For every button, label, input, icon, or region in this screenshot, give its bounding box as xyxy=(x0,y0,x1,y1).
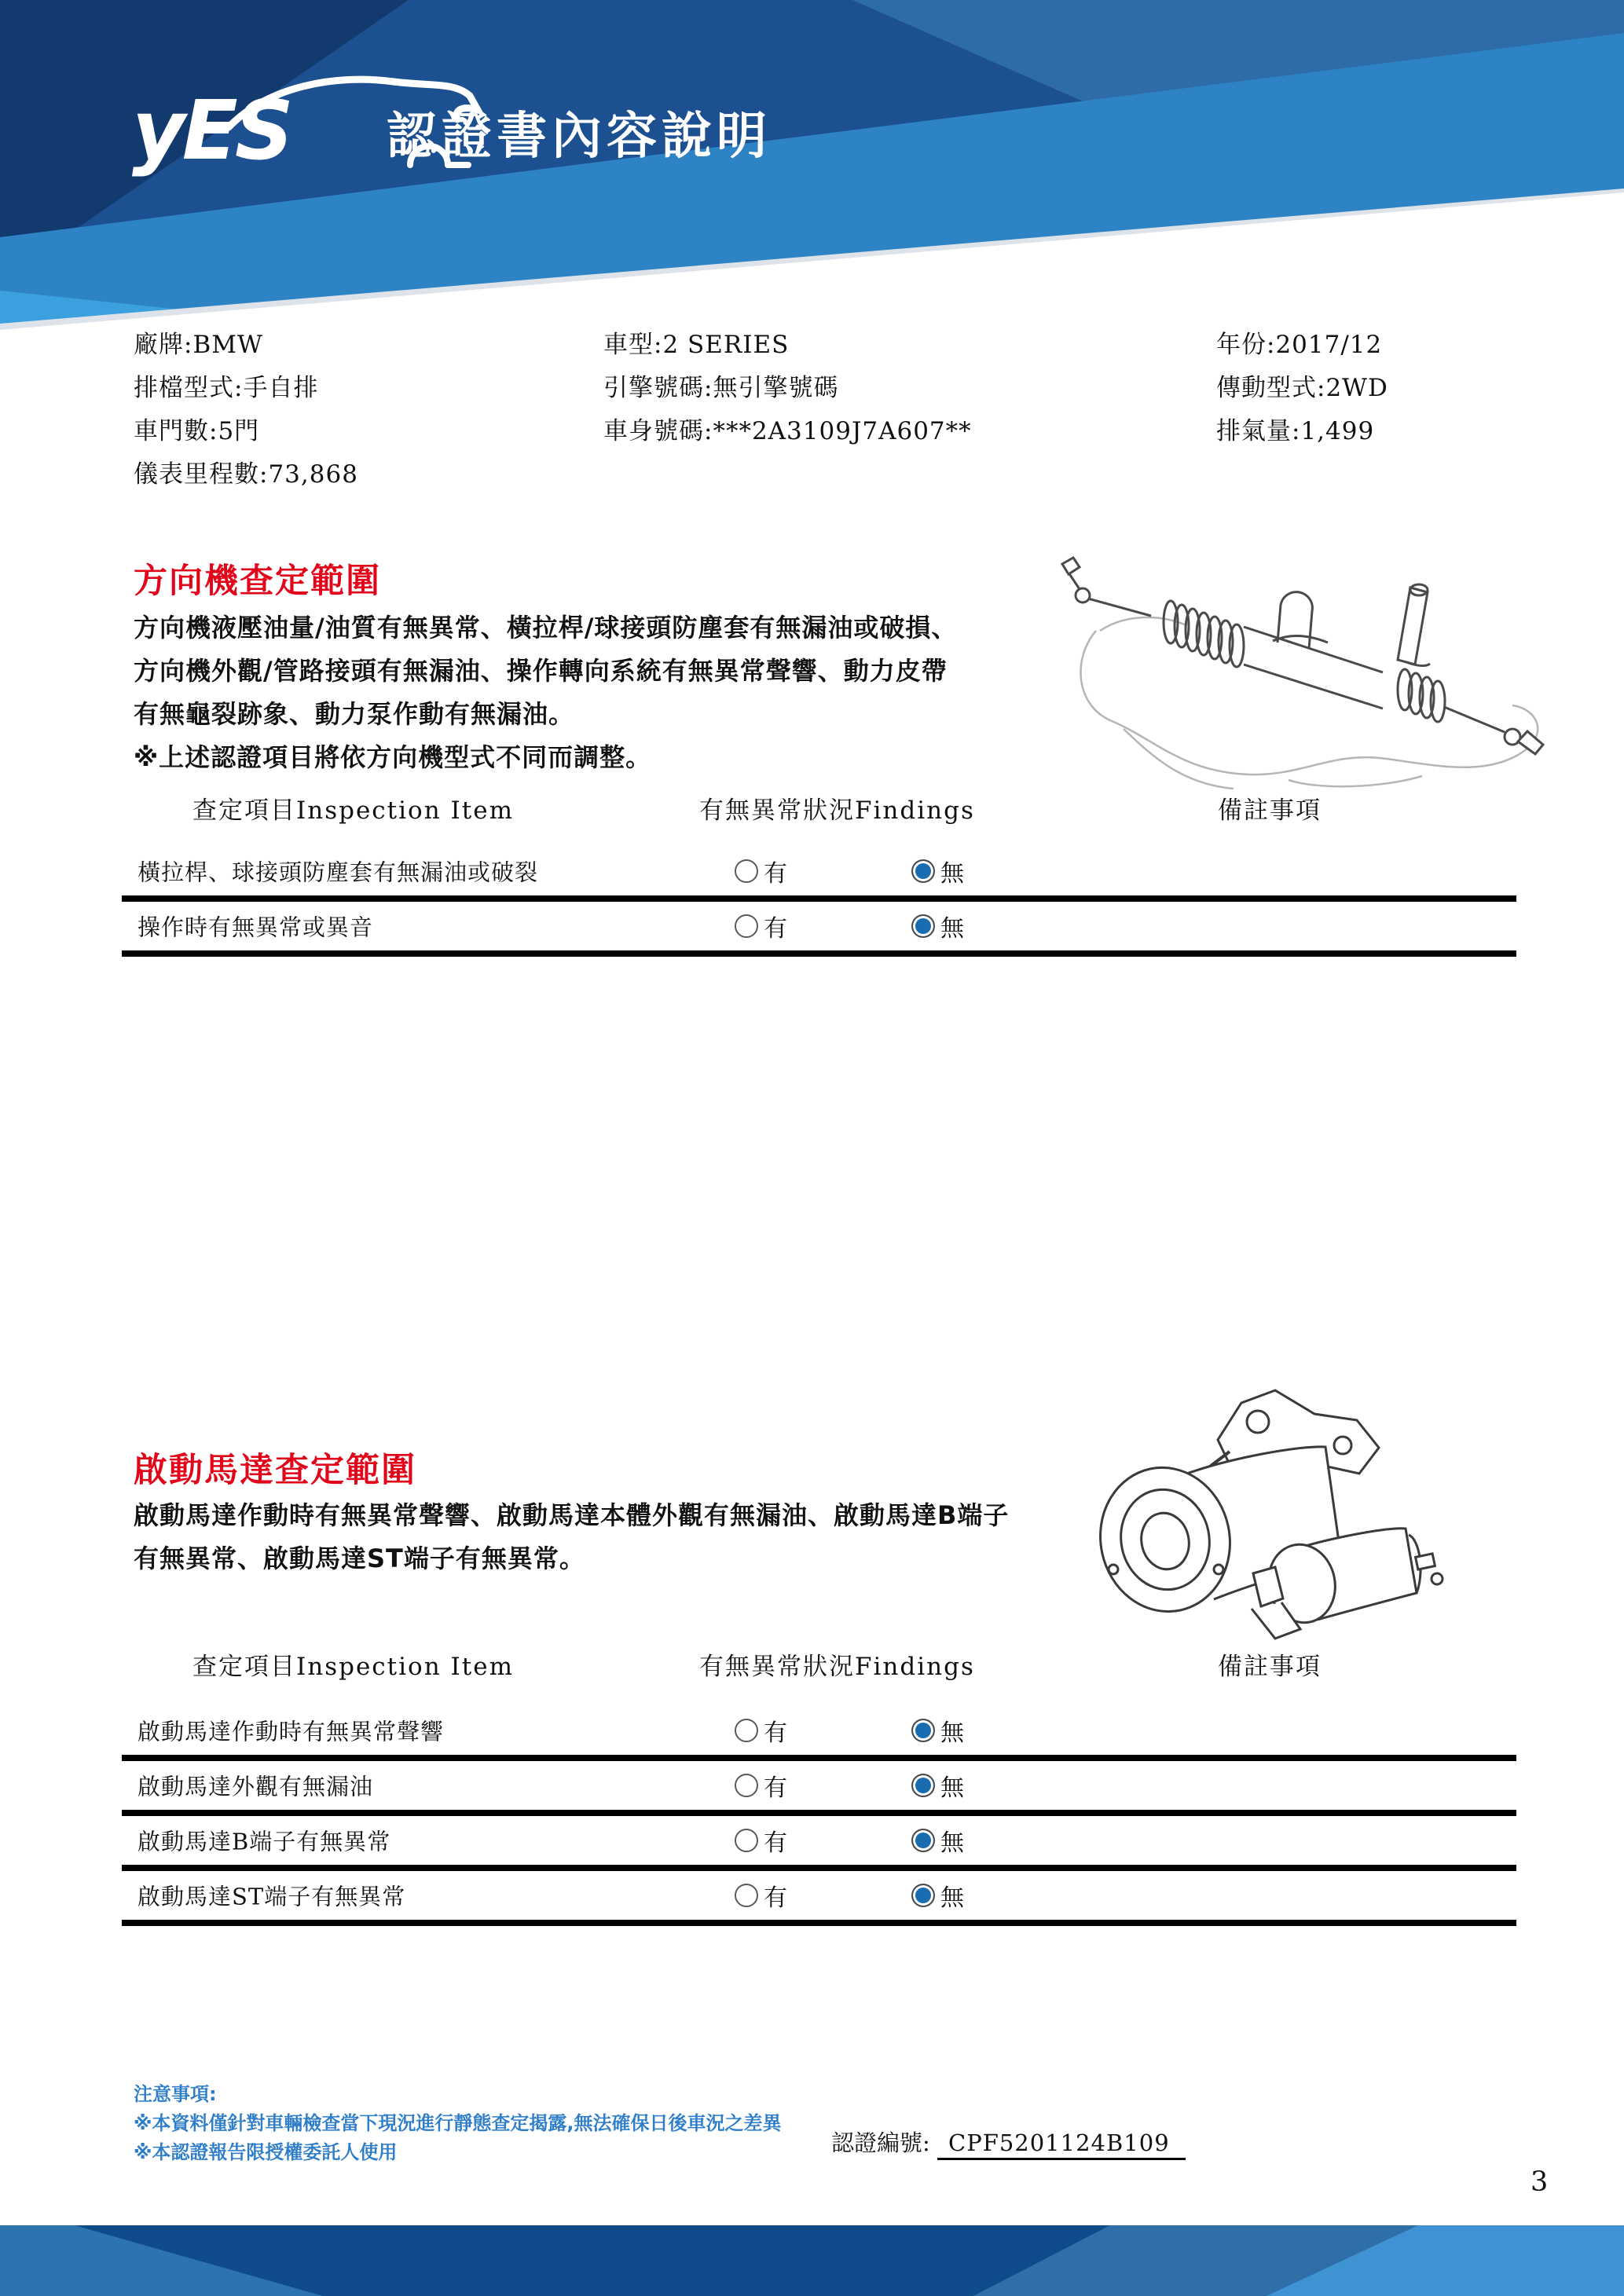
radio-selected-icon xyxy=(911,1774,935,1797)
note-line: ※本認證報告限授權委託人使用 xyxy=(134,2141,398,2163)
notice-title: 注意事項: xyxy=(134,2083,217,2105)
findings-yes-radio[interactable] xyxy=(735,1878,787,1913)
cert-label: 認證編號: xyxy=(831,2129,930,2156)
row-item-label: 啟動馬達ST端子有無異常 xyxy=(137,1883,406,1910)
radio-label: 無 xyxy=(940,860,964,888)
description-line: 有無異常、啟動馬達ST端子有無異常。 xyxy=(134,1543,585,1573)
radio-label: 有 xyxy=(764,1774,787,1802)
row-item-label: 啟動馬達外觀有無漏油 xyxy=(137,1773,374,1800)
info-line: 排檔型式:手自排 xyxy=(134,374,319,402)
radio-label: 無 xyxy=(940,1829,964,1857)
info-line: 車身號碼:***2A3109J7A607** xyxy=(603,417,972,445)
info-line: 儀表里程數:73,868 xyxy=(134,460,358,489)
radio-unselected-icon xyxy=(735,1719,758,1742)
vehicle-info-column-3 xyxy=(1216,324,1388,453)
findings-yes-radio[interactable] xyxy=(735,1713,787,1748)
column-header-item: 查定項目Inspection Item xyxy=(192,1653,514,1681)
table-row xyxy=(122,1706,1516,1761)
findings-no-radio[interactable] xyxy=(911,1713,964,1748)
radio-label: 無 xyxy=(940,1884,964,1912)
row-item-label: 操作時有無異常或異音 xyxy=(137,914,374,941)
radio-unselected-icon xyxy=(735,914,758,938)
findings-yes-radio[interactable] xyxy=(735,1823,787,1858)
info-line: 廠牌:BMW xyxy=(134,331,263,359)
findings-no-radio[interactable] xyxy=(911,909,964,943)
description-line: 啟動馬達作動時有無異常聲響、啟動馬達本體外觀有無漏油、啟動馬達B端子 xyxy=(134,1500,1010,1530)
radio-unselected-icon xyxy=(735,1774,758,1797)
table-row xyxy=(122,1871,1516,1926)
info-line: 年份:2017/12 xyxy=(1216,331,1383,359)
section-title-steering: 方向機查定範圍 xyxy=(134,562,381,601)
radio-selected-icon xyxy=(911,1884,935,1907)
radio-unselected-icon xyxy=(735,1884,758,1907)
column-header-remark: 備註事項 xyxy=(1218,1653,1322,1681)
row-item-label: 橫拉桿、球接頭防塵套有無漏油或破裂 xyxy=(137,859,539,886)
table-header-row xyxy=(122,1648,1516,1706)
column-header-findings: 有無異常狀況Findings xyxy=(699,1653,975,1681)
section-description-starter xyxy=(134,1494,1009,1580)
description-line: 有無龜裂跡象、動力泵作動有無漏油。 xyxy=(134,699,575,729)
steering-rack-illustration xyxy=(1053,540,1579,800)
starter-motor-illustration xyxy=(1065,1373,1473,1644)
info-line: 引擎號碼:無引擎號碼 xyxy=(603,374,839,402)
info-line: 傳動型式:2WD xyxy=(1216,374,1388,402)
radio-label: 無 xyxy=(940,1719,964,1747)
info-line: 車型:2 SERIES xyxy=(603,331,790,359)
section-title-starter: 啟動馬達查定範圍 xyxy=(134,1451,416,1490)
description-line: 方向機外觀/管路接頭有無漏油、操作轉向系統有無異常聲響、動力皮帶 xyxy=(134,656,948,686)
findings-yes-radio[interactable] xyxy=(735,854,787,888)
footer-band xyxy=(0,2225,1624,2296)
cert-number: CPF5201124B109 xyxy=(937,2129,1186,2160)
radio-label: 有 xyxy=(764,1719,787,1747)
findings-no-radio[interactable] xyxy=(911,1768,964,1803)
findings-no-radio[interactable] xyxy=(911,854,964,888)
radio-label: 有 xyxy=(764,915,787,943)
vehicle-info-column-1 xyxy=(134,324,358,496)
column-header-item: 查定項目Inspection Item xyxy=(192,796,514,825)
info-line: 車門數:5門 xyxy=(134,417,260,445)
findings-yes-radio[interactable] xyxy=(735,909,787,943)
column-header-remark: 備註事項 xyxy=(1218,796,1322,825)
description-line: 方向機液壓油量/油質有無異常、橫拉桿/球接頭防塵套有無漏油或破損、 xyxy=(134,613,958,643)
column-header-findings: 有無異常狀況Findings xyxy=(699,796,975,825)
description-line: ※上述認證項目將依方向機型式不同而調整。 xyxy=(134,742,652,772)
radio-unselected-icon xyxy=(735,1829,758,1852)
table-row xyxy=(122,902,1516,957)
radio-label: 無 xyxy=(940,915,964,943)
note-line: ※本資料僅針對車輛檢查當下現況進行靜態查定揭露,無法確保日後車況之差異 xyxy=(134,2112,782,2134)
table-row xyxy=(122,1816,1516,1871)
inspection-table-steering xyxy=(122,792,1516,957)
radio-label: 無 xyxy=(940,1774,964,1802)
findings-no-radio[interactable] xyxy=(911,1878,964,1913)
radio-label: 有 xyxy=(764,860,787,888)
page-number: 3 xyxy=(1531,2166,1549,2198)
page-title: 認證書內容說明 xyxy=(387,108,772,166)
vehicle-info-column-2 xyxy=(603,324,972,453)
footer-notes xyxy=(134,2080,781,2167)
info-line: 排氣量:1,499 xyxy=(1216,417,1375,445)
radio-label: 有 xyxy=(764,1884,787,1912)
radio-selected-icon xyxy=(911,914,935,938)
table-row xyxy=(122,847,1516,902)
row-item-label: 啟動馬達作動時有無異常聲響 xyxy=(137,1718,445,1745)
logo-text: yES xyxy=(132,82,291,178)
table-row xyxy=(122,1761,1516,1816)
row-item-label: 啟動馬達B端子有無異常 xyxy=(137,1828,391,1855)
radio-selected-icon xyxy=(911,1829,935,1852)
radio-unselected-icon xyxy=(735,859,758,883)
radio-label: 有 xyxy=(764,1829,787,1857)
findings-no-radio[interactable] xyxy=(911,1823,964,1858)
cert-line xyxy=(831,2126,1186,2158)
radio-selected-icon xyxy=(911,859,935,883)
table-header-row xyxy=(122,792,1516,847)
findings-yes-radio[interactable] xyxy=(735,1768,787,1803)
section-description-steering xyxy=(134,606,957,779)
inspection-table-starter xyxy=(122,1648,1516,1926)
radio-selected-icon xyxy=(911,1719,935,1742)
